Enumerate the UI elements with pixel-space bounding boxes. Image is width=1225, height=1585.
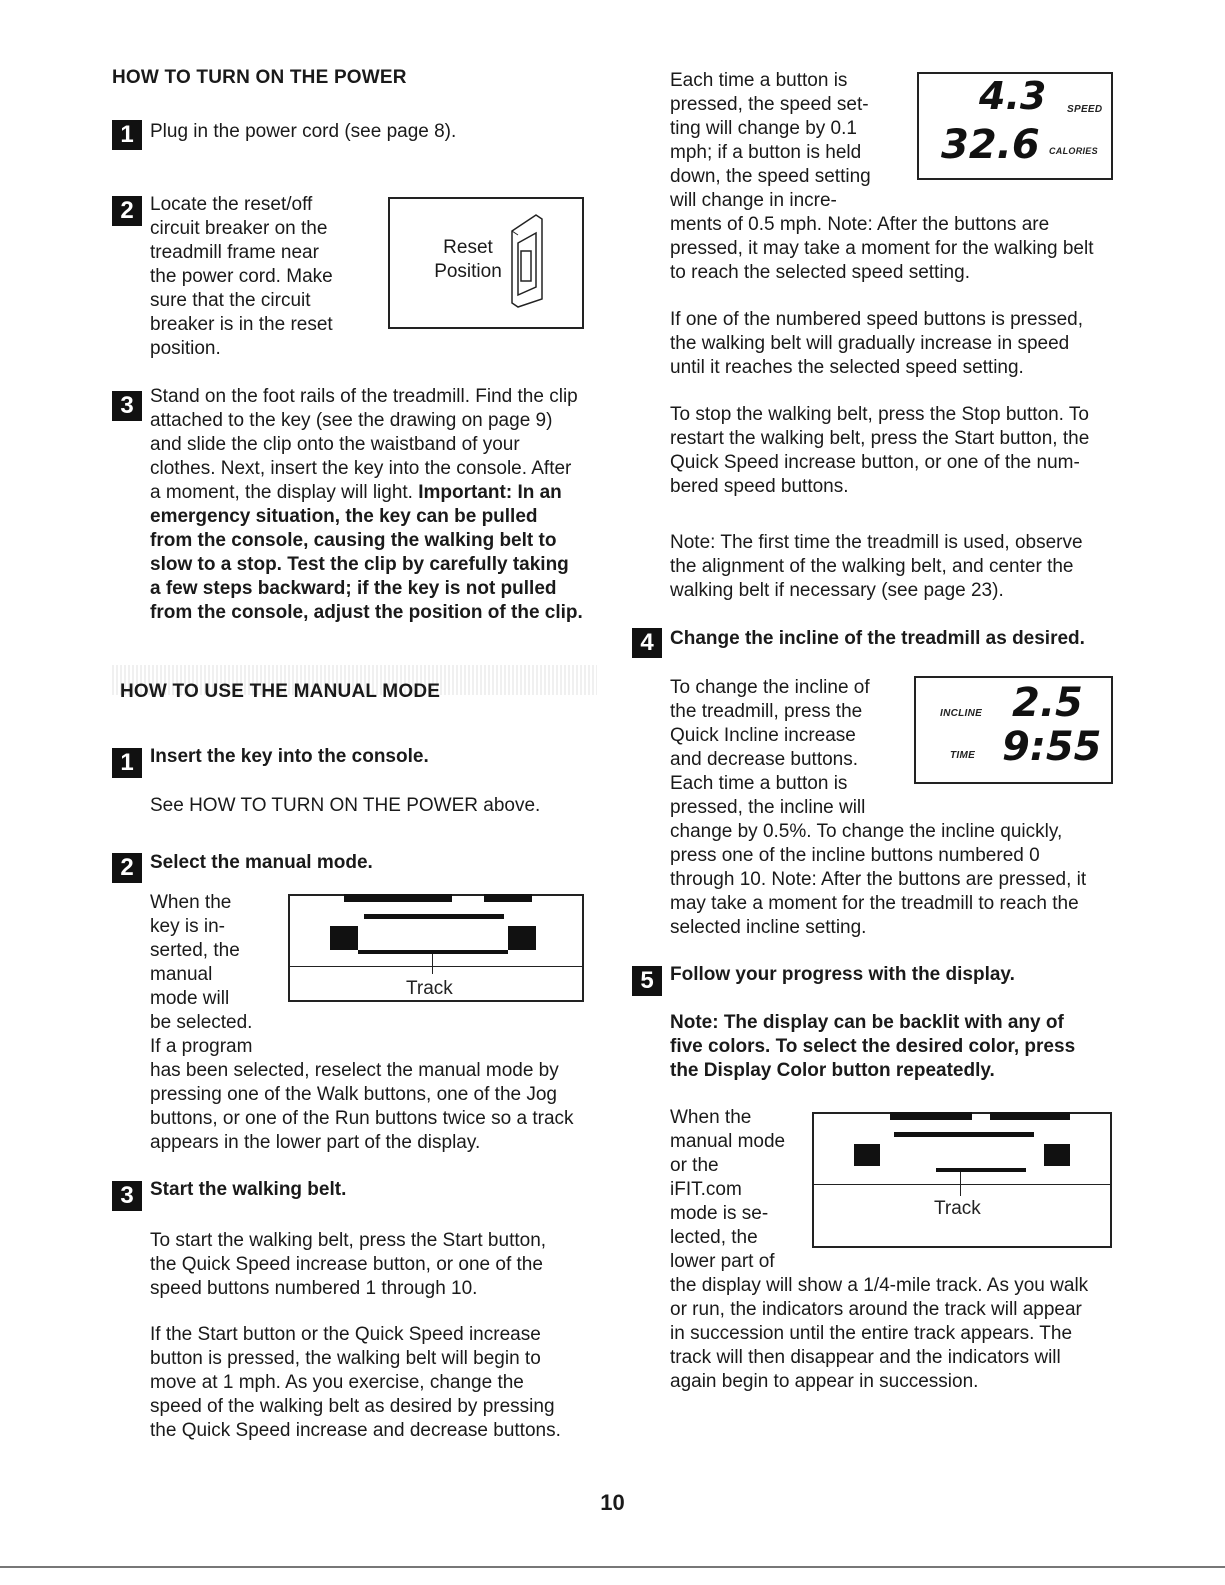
manual-step3-p1: To start the walking belt, press the Start button, the Quick Speed increase button, or one of the speed buttons numbered 1 through 10. xyxy=(150,1230,547,1299)
lcd-speed-label: SPEED xyxy=(1067,104,1103,115)
lcd-time-label: TIME xyxy=(950,750,976,761)
step5-narrow: When the manual mode or the iFIT.com mode is se- lected, the lower part of xyxy=(670,1107,786,1272)
alignment-note: Note: The first time the treadmill is used, observe the alignment of the walking belt, and center the walking belt if necessary (see page 23). xyxy=(670,532,1083,601)
step4-narrow: To change the incline of the treadmill, press the Quick Incline increase and decrease buttons. Each time a button is pressed, the incline will xyxy=(670,677,870,818)
manual-step2-title: Select the manual mode. xyxy=(150,852,373,873)
lcd-calories-label: CALORIES xyxy=(1049,146,1098,156)
speed-calories-display xyxy=(917,72,1113,180)
lcd-incline-label: INCLINE xyxy=(940,708,983,719)
step-badge-manual-3: 3 xyxy=(112,1181,142,1211)
manual-step1-title: Insert the key into the console. xyxy=(150,746,429,767)
power-step3-text: Stand on the foot rails of the treadmill. Find the clip attached to the key (see the drawing on page 9) and slide the clip onto the waistband of your clothes. Next, insert the key into the console. After a moment, the display will light. Important: In an emergency situation, the key can be pulled from the console, causing the walking belt to slow to a stop. Test the clip by carefully taking a few steps backward; if the key is not pulled from the console, adjust the position of the clip. xyxy=(150,386,583,623)
step5-title: Follow your progress with the display. xyxy=(670,964,1015,985)
step4-wide: change by 0.5%. To change the incline quickly, press one of the incline buttons numbered 0 through 10. Note: After the buttons are pressed, it may take a moment for the treadmill to reach the selected incline setting. xyxy=(670,821,1087,938)
step-badge-5: 5 xyxy=(632,966,662,996)
incline-time-display xyxy=(914,676,1113,784)
bottom-rule xyxy=(0,1566,1225,1568)
speed-wide-text: ments of 0.5 mph. Note: After the buttons are pressed, it may take a moment for the walking belt to reach the selected speed setting. xyxy=(670,214,1094,283)
step-badge-3: 3 xyxy=(112,391,142,421)
page-number: 10 xyxy=(600,1490,625,1515)
step4-title: Change the incline of the treadmill as desired. xyxy=(670,628,1085,649)
step-badge-manual-1: 1 xyxy=(112,748,142,778)
track-label-right: Track xyxy=(934,1198,981,1219)
manual-section-title: HOW TO USE THE MANUAL MODE xyxy=(120,681,441,702)
manual-step1-body: See HOW TO TURN ON THE POWER above. xyxy=(150,795,541,816)
important-label: Important: In an xyxy=(418,482,562,503)
step5-wide: the display will show a 1/4-mile track. As you walk or run, the indicators around the track will appear in succession until the entire track appears. The track will then disappear and the indicators will again begin to appear in succession. xyxy=(670,1275,1089,1392)
step-badge-4: 4 xyxy=(632,628,662,658)
track-display-figure xyxy=(288,894,584,1002)
power-step2-text: Locate the reset/off circuit breaker on the treadmill frame near the power cord. Make sure that the circuit breaker is in the reset position. xyxy=(150,194,333,359)
numbered-speed-paragraph: If one of the numbered speed buttons is pressed, the walking belt will gradually increase in speed until it reaches the selected speed setting. xyxy=(670,309,1083,378)
speed-narrow-text: Each time a button is pressed, the speed set- ting will change by 0.1 mph; if a button is held down, the speed setting will change in incre- xyxy=(670,70,871,211)
manual-step2-wide: has been selected, reselect the manual mode by pressing one of the Walk buttons, one of the Jog buttons, or one of the Run buttons twice so a track appears in the lower part of the display. xyxy=(150,1060,574,1153)
stop-paragraph: To stop the walking belt, press the Stop button. To restart the walking belt, press the Start button, the Quick Speed increase button, or one of the num- bered speed buttons. xyxy=(670,404,1090,497)
lcd-time-value: 9:55 xyxy=(1002,724,1102,770)
position-label: Position xyxy=(434,261,502,282)
power-section-title: HOW TO TURN ON THE POWER xyxy=(112,67,407,88)
manual-step3-p2: If the Start button or the Quick Speed increase button is pressed, the walking belt will begin to move at 1 mph. As you exercise, change the speed of the walking belt as desired by pressing the Quick Speed increase and decrease buttons. xyxy=(150,1324,561,1441)
power-step1-text: Plug in the power cord (see page 8). xyxy=(150,121,457,142)
lcd-incline-value: 2.5 xyxy=(1012,680,1083,726)
step5-note: Note: The display can be backlit with any of five colors. To select the desired color, press the Display Color button repeatedly. xyxy=(670,1012,1076,1081)
reset-position-figure xyxy=(388,197,584,329)
manual-step3-title: Start the walking belt. xyxy=(150,1179,347,1200)
circuit-breaker-icon xyxy=(506,213,548,309)
lcd-speed-value: 4.3 xyxy=(979,74,1047,118)
reset-label: Reset xyxy=(443,237,493,258)
step-badge-1: 1 xyxy=(112,120,142,150)
lcd-calories-value: 32.6 xyxy=(941,122,1040,168)
manual-step2-narrow: When the key is in- serted, the manual mode will be selected. If a program xyxy=(150,892,253,1057)
track-display-figure-right xyxy=(812,1112,1112,1248)
step-badge-manual-2: 2 xyxy=(112,853,142,883)
track-label: Track xyxy=(406,978,453,999)
step-badge-2: 2 xyxy=(112,196,142,226)
